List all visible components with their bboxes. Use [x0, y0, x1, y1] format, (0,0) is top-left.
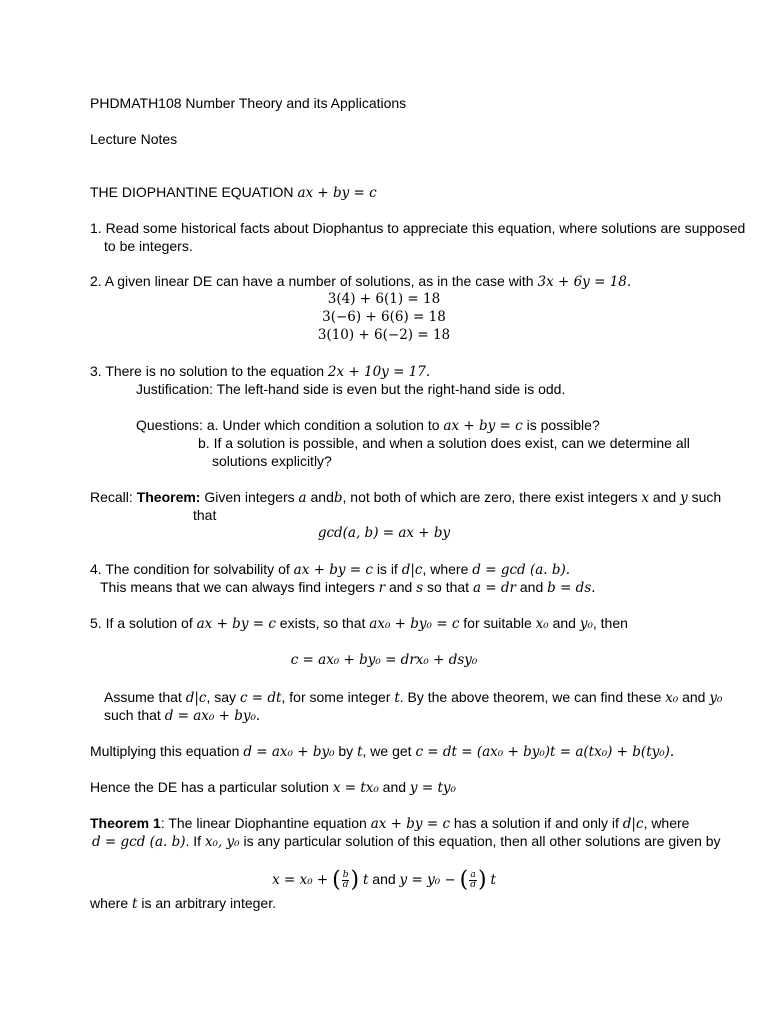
multiply-result: c = dt = (ax₀ + by₀)t = a(tx₀) + b(ty₀).	[415, 744, 675, 760]
multiply-t: t	[357, 744, 363, 760]
assume-say: , say	[206, 689, 237, 705]
question-a-pre: Questions: a. Under which condition a solution to	[136, 417, 440, 433]
item-5-for: for suitable	[463, 615, 532, 631]
theorem-1-label: Theorem 1	[90, 815, 161, 831]
fraction-d: d	[342, 879, 349, 890]
item-4-and-2: and	[519, 579, 544, 595]
theorem-1-divides: d|c	[622, 816, 644, 832]
assume-line-1	[104, 688, 722, 707]
question-a	[136, 416, 600, 435]
item-4-eq-b: b = ds.	[547, 580, 596, 596]
theorem-1-gcd: d = gcd (a. b)	[92, 834, 186, 850]
item-4-so-that: so that	[427, 579, 470, 595]
recall-text-2: , not both of which are zero, there exist integers	[342, 489, 638, 505]
theorem-1-line-2	[92, 832, 721, 851]
multiply-equation: d = ax₀ + by₀	[243, 744, 335, 760]
paren-close-2: )	[477, 867, 487, 893]
paren-open-1: (	[332, 867, 341, 893]
item-5-equation: ax + by = c	[196, 616, 276, 632]
assume-equation: c = dt	[239, 690, 282, 706]
course-title: PHDMATH108 Number Theory and its Applications	[90, 95, 407, 111]
where-line	[90, 894, 276, 913]
item-4-equation: ax + by = c	[293, 562, 373, 578]
paren-open-2: (	[459, 867, 469, 893]
assume-divides: d|c	[185, 690, 207, 706]
recall-and: and	[310, 489, 334, 505]
solution-x-pre: x = x₀ +	[272, 872, 329, 888]
hence-x: x = tx₀	[332, 780, 379, 796]
fraction-b: b	[342, 869, 349, 880]
assume-mid: , for some integer	[281, 689, 391, 705]
item-5-x0: x₀	[535, 616, 549, 632]
assume-line-2	[104, 706, 260, 725]
item-4-line-1	[90, 560, 570, 579]
recall-and-2: and	[652, 489, 677, 505]
item-2-text: 2. A given linear DE can have a number of solutions, as in the case with	[90, 273, 534, 289]
assume-and: and	[682, 689, 706, 705]
hence-line	[90, 778, 456, 797]
multiply-by: by	[338, 743, 354, 759]
item-4-divides: d|c	[401, 562, 423, 578]
assume-t: t	[394, 690, 400, 706]
item-5-mid: exists, so that	[279, 615, 366, 631]
item-4-var-s: s	[416, 580, 424, 596]
assume-y0: y₀	[709, 690, 723, 706]
item-5-pre: 5. If a solution of	[90, 615, 193, 631]
question-b-line-1: b. If a solution is possible, and when a solution does exist, can we determine all	[198, 435, 690, 451]
hence-pre: Hence the DE has a particular solution	[90, 779, 329, 795]
theorem-1-if: . If	[185, 833, 202, 849]
solution-and: and	[372, 871, 396, 887]
hence-and: and	[382, 779, 407, 795]
assume-pre: Assume that	[104, 689, 182, 705]
document-type: Lecture Notes	[90, 131, 178, 147]
fraction-b-over-d	[342, 871, 350, 890]
item-2-line	[90, 272, 631, 291]
item-4-mid: is if	[376, 561, 398, 577]
question-a-equation: ax + by = c	[443, 418, 523, 434]
item-4-where: , where	[422, 561, 469, 577]
item-3-equation: 2x + 10y = 17.	[327, 364, 431, 380]
recall-var-y: y	[680, 490, 688, 506]
item-5-equation-2: ax₀ + by₀ = c	[369, 616, 460, 632]
item-5-display-equation: c = ax₀ + by₀ = drx₀ + dsy₀	[290, 652, 478, 668]
section-heading	[90, 183, 377, 202]
question-a-post: is possible?	[526, 417, 600, 433]
recall-var-b: b	[333, 490, 343, 506]
item-3-line	[90, 362, 430, 381]
item-5-line	[90, 614, 628, 633]
general-solution	[0, 867, 768, 893]
section-title: THE DIOPHANTINE EQUATION	[90, 184, 294, 200]
recall-label: Recall:	[90, 489, 133, 505]
recall-line	[90, 488, 721, 507]
where-pre: where	[90, 895, 129, 911]
item-4-eq-a: a = dr	[472, 580, 516, 596]
recall-var-a: a	[298, 490, 307, 506]
item-4-var-r: r	[378, 580, 386, 596]
theorem-1-line-1	[90, 814, 689, 833]
multiply-line	[90, 742, 674, 761]
paren-close-1: )	[350, 867, 360, 893]
assume-l2-pre: such that	[104, 707, 161, 723]
fraction-a: a	[470, 869, 476, 880]
item-4-and: and	[388, 579, 413, 595]
question-b-line-2: solutions explicitly?	[212, 453, 332, 469]
fraction-a-over-d	[469, 871, 477, 890]
recall-that: that	[193, 507, 217, 523]
solution-y-pre: y = y₀ −	[399, 872, 456, 888]
theorem-1-post: is any particular solution of this equation, then all other solutions are given by	[243, 833, 721, 849]
assume-post: . By the above theorem, we can find these	[399, 689, 662, 705]
item-4-line-2	[100, 578, 596, 597]
theorem-1-particular: x₀, y₀	[204, 834, 240, 850]
recall-text-3: such	[691, 489, 722, 505]
theorem-label: Theorem:	[136, 489, 201, 505]
item-4-pre: 4. The condition for solvability of	[90, 561, 290, 577]
solution-t-1: t	[362, 872, 369, 888]
example-3: 3(10) + 6(−2) = 18	[317, 327, 451, 343]
justification: Justification: The left-hand side is even but the right-hand side is odd.	[136, 381, 566, 397]
multiply-pre: Multiplying this equation	[90, 743, 240, 759]
theorem-1-mid: has a solution if and only if	[453, 815, 619, 831]
solution-t-2: t	[490, 872, 496, 888]
recall-var-x: x	[641, 490, 649, 506]
fraction-d-2: d	[470, 879, 476, 890]
section-equation: ax + by = c	[297, 185, 377, 201]
item-5-y0: y₀	[579, 616, 593, 632]
recall-text-1: Given integers	[204, 489, 295, 505]
multiply-get: , we get	[362, 743, 412, 759]
where-t: t	[132, 896, 138, 912]
item-1-line-1: 1. Read some historical facts about Diophantus to appreciate this equation, where solutions are supposed	[90, 220, 746, 236]
theorem-1-pre: : The linear Diophantine equation	[160, 815, 367, 831]
theorem-1-where: , where	[643, 815, 690, 831]
hence-y: y = ty₀	[409, 780, 456, 796]
assume-x0: x₀	[665, 690, 679, 706]
item-5-then: , then	[592, 615, 628, 631]
item-5-and: and	[552, 615, 576, 631]
item-4-l2-pre: This means that we can always find integers	[100, 579, 375, 595]
gcd-equation: gcd(a, b) = ax + by	[317, 525, 451, 541]
item-2-equation: 3x + 6y = 18.	[537, 274, 632, 290]
theorem-1-equation: ax + by = c	[370, 816, 450, 832]
where-post: is an arbitrary integer.	[141, 895, 276, 911]
item-3-text: 3. There is no solution to the equation	[90, 363, 325, 379]
example-2: 3(−6) + 6(6) = 18	[322, 309, 446, 325]
item-4-gcd: d = gcd (a. b).	[472, 562, 571, 578]
assume-l2-equation: d = ax₀ + by₀.	[164, 708, 261, 724]
example-1: 3(4) + 6(1) = 18	[327, 291, 441, 307]
item-1-line-2: to be integers.	[104, 238, 193, 254]
